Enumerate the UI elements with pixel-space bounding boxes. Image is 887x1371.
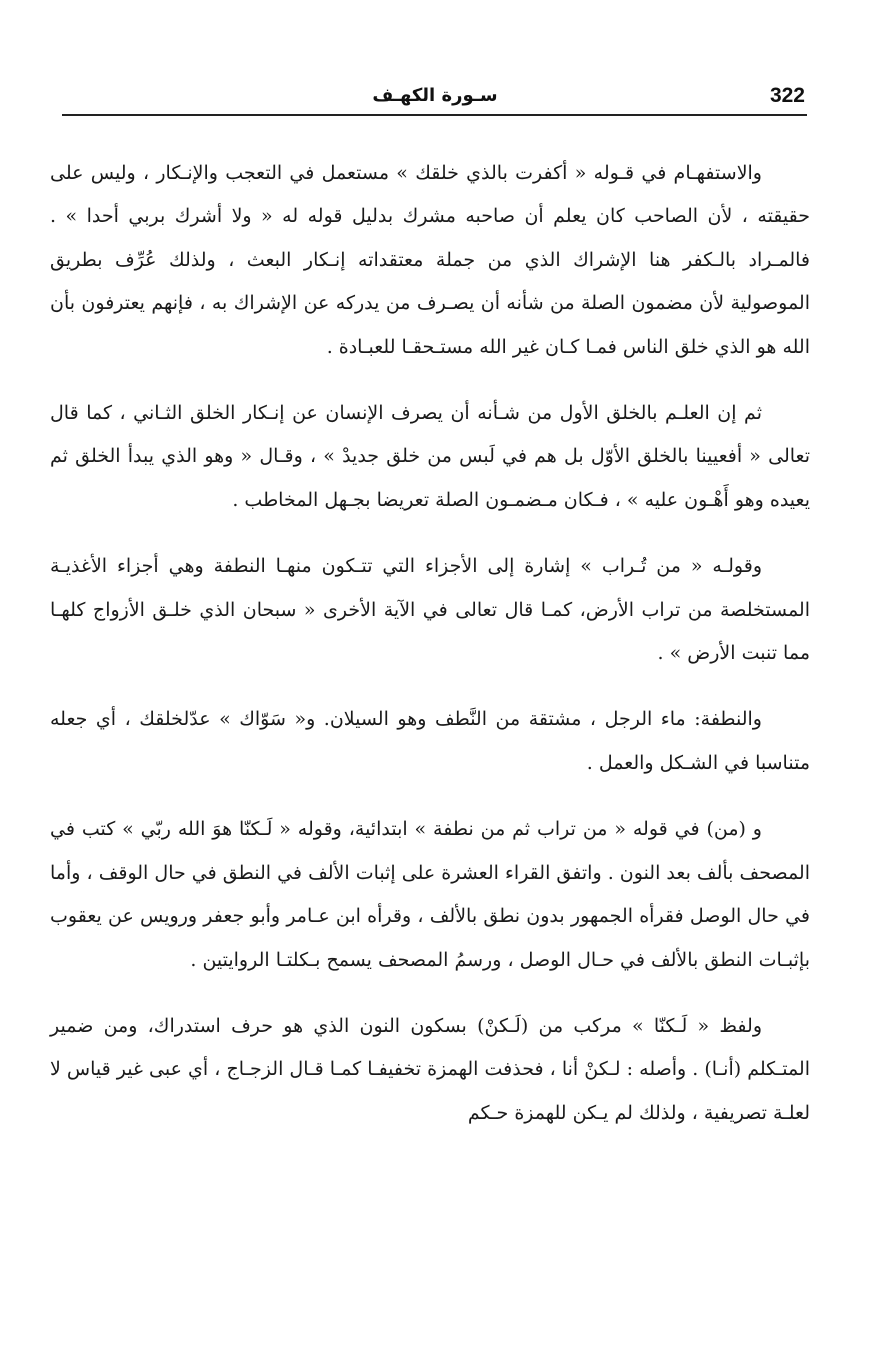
paragraph: ولفظ « لَـكنّا » مركب من (لَـكنْ) بسكون النون الذي هو حرف استدراك، ومن ضمير المتـكلم (أنـا) . وأصله : لـكنْ أنا ، فحذفت الهمزة تخفيفـا كمـا قـال الزجـاج ، أي عبى غير قياس لا لعلـة تصريفية ، ولذلك لم يـكن للهمزة حـكم [50, 1014, 810, 1124]
page-header [62, 82, 807, 116]
page-number: 322 [769, 84, 805, 107]
paragraph: وقولـه « من تُـراب » إشارة إلى الأجزاء التي تتـكون منهـا النطفة وهي أجزاء الأغذيـة المستخلصة من تراب الأرض، كمـا قال تعالى في الآية الأخرى « سبحان الذي خلـق الأزواج كلهـا مما تنبت الأرض » . [50, 555, 810, 665]
body-text [50, 152, 810, 1135]
paragraph: والنطفة: ماء الرجل ، مشتقة من النَّطف وهو السيلان. و« سَوّاك » عدّلخلقك ، أي جعله متناسبا في الشـكل والعمل . [50, 708, 810, 774]
paragraph: و (من) في قوله « من تراب ثم من نطفة » ابتدائية، وقوله « لَـكنّا هوَ الله ربّي » كتب في المصحف بألف بعد النون . واتفق القراء العشرة على إثبات الألف في النطق في حال الوقف ، وأما في حال الوصل فقرأه الجمهور بدون نطق بالألف ، وقرأه ابن عـامر وأبو جعفر ورويس عن يعقوب بإثبـات النطق بالألف في حـال الوصل ، ورسمُ المصحف يسمح بـكلتـا الروايتين . [50, 818, 810, 971]
paragraph: والاستفهـام في قـوله « أكفرت بالذي خلقك » مستعمل في التعجب والإنـكار ، وليس على حقيقته ، لأن الصاحب كان يعلم أن صاحبه مشرك بدليل قوله له « ولا أشرك بربي أحدا » . فالمـراد بالـكفر هنا الإشراك الذي من جملة معتقداته إنـكار البعث ، ولذلك عُرِّف بطريق الموصولية لأن مضمون الصلة من شأنه أن يصـرف من يدركه عن الإشراك به ، فإنهم يعترفون بأن الله هو الذي خلق الناس فمـا كـان غير الله مستـحقـا للعبـادة . [50, 162, 810, 358]
paragraph: ثم إن العلـم بالخلق الأول من شـأنه أن يصرف الإنسان عن إنـكار الخلق الثـاني ، كما قال تعالى « أفعيينا بالخلق الأوّل بل هم في لَبس من خلق جديدْ » ، وقـال « وهو الذي يبدأ الخلق ثم يعيده وهو أَهْـون عليه » ، فـكان مـضمـون الصلة تعريضا بجـهل المخاطب . [50, 402, 810, 511]
surah-title: سـورة الكهـف [372, 85, 498, 106]
